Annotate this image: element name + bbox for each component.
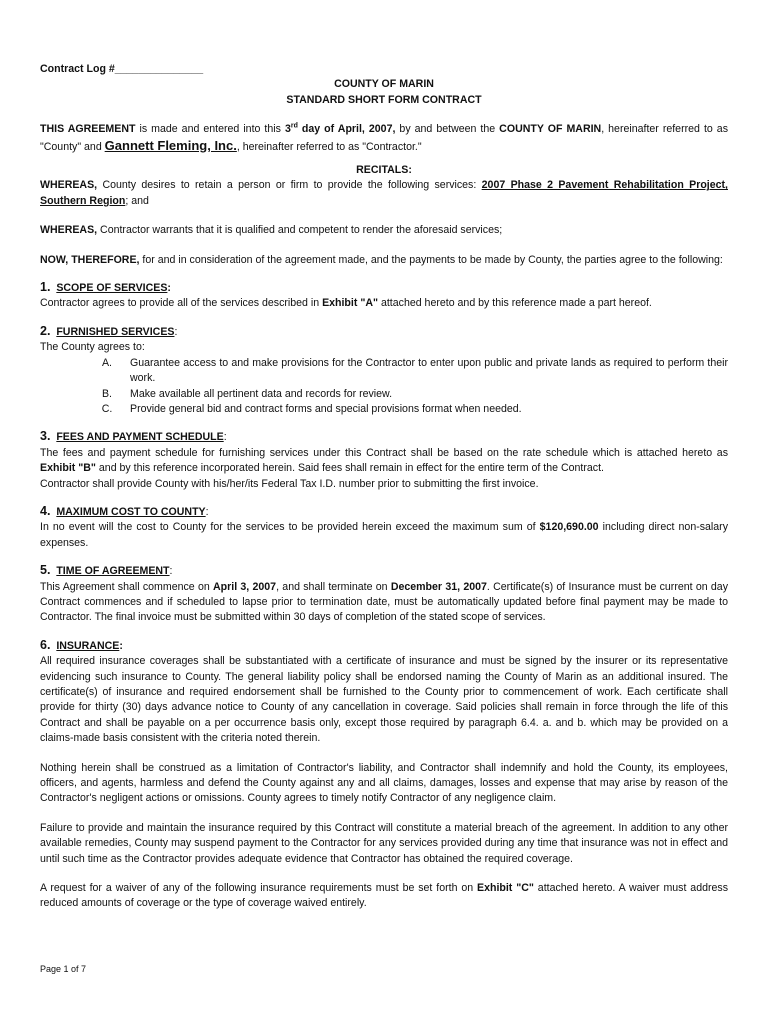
- section-number: 2.: [40, 323, 51, 338]
- section-colon: :: [119, 639, 123, 652]
- section-title: SCOPE OF SERVICES: [56, 282, 168, 295]
- section-number: 6.: [40, 637, 51, 652]
- whereas-paragraph-1: [40, 178, 728, 209]
- agreement-day: 3: [284, 123, 291, 136]
- contract-document: [40, 62, 728, 912]
- end-date: December 31, 2007: [390, 580, 487, 593]
- list-item-text: Provide general bid and contract forms and special provisions format when needed.: [130, 402, 522, 415]
- whereas-text: ; and: [125, 194, 149, 207]
- whereas-paragraph-2: [40, 223, 728, 238]
- now-therefore-paragraph: [40, 253, 728, 268]
- intro-text: by and between the: [395, 123, 500, 136]
- maximum-amount: $120,690.00: [539, 521, 599, 534]
- start-date: April 3, 2007: [213, 580, 277, 593]
- section-number: 1.: [40, 280, 51, 295]
- section-4-heading: [40, 504, 728, 520]
- insurance-paragraph-2: Nothing herein shall be construed as a limitation of Contractor's liability, and Contractor shall indemnify and hold the County, its employees, officers, and agents, harmless and defend the County against any and all claims, damages, losses and expense that may arise by reason of the Contractor's negligent actions or omissions. County agrees to timely notify Contractor of any negligence claim.: [40, 761, 728, 805]
- exhibit-a-ref: Exhibit "A": [322, 297, 379, 310]
- section-2-intro: The County agrees to:: [40, 341, 145, 354]
- now-therefore-lead: NOW, THEREFORE,: [40, 253, 140, 266]
- list-item: [84, 356, 728, 387]
- list-item-label: B.: [101, 387, 112, 400]
- exhibit-b-ref: Exhibit "B": [40, 462, 96, 475]
- section-colon: :: [169, 565, 173, 578]
- section-number: 4.: [40, 503, 51, 518]
- intro-text: , hereinafter referred to as "Contractor.": [236, 140, 422, 153]
- page-number: Page 1 of 7: [40, 964, 87, 974]
- section-1-body: [40, 296, 728, 311]
- section-4-body: [40, 520, 728, 551]
- section-text: including direct non-salary expenses.: [40, 521, 728, 549]
- section-title: FURNISHED SERVICES: [56, 325, 175, 338]
- exhibit-c-ref: Exhibit "C": [477, 882, 534, 895]
- section-text: , and shall terminate on: [276, 580, 391, 593]
- section-text: . Certificate(s) of Insurance must be current on day Contract commences and if scheduled to lapse prior to termination date, must be automatically updated before final payment may be made to Contractor. The final invoice must be submitted within 30 days of completion of the stated scope of services.: [40, 580, 728, 624]
- list-item: [84, 402, 728, 417]
- whereas-text: County desires to retain a person or firm to provide the following services:: [97, 179, 482, 192]
- contract-log-line: Contract Log #_______________: [40, 63, 204, 75]
- section-1-heading: [40, 280, 728, 296]
- section-3-tax-id: Contractor shall provide County with his/her/its Federal Tax I.D. number prior to submitting the first invoice.: [40, 477, 539, 490]
- intro-lead: THIS AGREEMENT: [40, 123, 136, 136]
- section-colon: :: [205, 505, 209, 518]
- section-text: The fees and payment schedule for furnishing services under this Contract shall be based on the rate schedule which is attached hereto as: [40, 446, 728, 459]
- furnished-services-list: [84, 356, 728, 418]
- section-3-body: [40, 446, 728, 477]
- section-text: and by this reference incorporated herein. Said fees shall remain in effect for the entire term of the Contract.: [95, 462, 604, 475]
- list-item-text: Make available all pertinent data and records for review.: [130, 387, 393, 400]
- section-text: Contractor agrees to provide all of the services described in: [40, 297, 323, 310]
- list-item-label: A.: [101, 356, 112, 369]
- section-title: INSURANCE: [56, 639, 120, 652]
- list-item-text: Guarantee access to and make provisions for the Contractor to enter upon public and private lands as required to perform their work.: [130, 356, 728, 385]
- section-colon: :: [223, 431, 227, 444]
- section-text: attached hereto. A waiver must address reduced amounts of coverage or the type of coverage waived entirely.: [40, 882, 728, 910]
- insurance-paragraph-4: [40, 881, 728, 912]
- section-text: A request for a waiver of any of the following insurance requirements must be set forth on: [40, 882, 478, 895]
- agreement-date: day of April, 2007,: [297, 123, 396, 136]
- section-text: attached hereto and by this reference made a part hereof.: [378, 297, 652, 310]
- section-2-heading: [40, 324, 728, 340]
- project-name: 2007 Phase 2 Pavement Rehabilitation Project, Southern Region: [40, 179, 728, 207]
- list-item: [84, 387, 728, 402]
- section-5-body: [40, 580, 728, 626]
- section-5-heading: [40, 563, 728, 579]
- section-colon: :: [174, 325, 178, 338]
- insurance-paragraph-1: All required insurance coverages shall be substantiated with a certificate of insurance and must be signed by the insurer or its representative evidencing such insurance to County. The general liability policy shall be endorsed naming the County of Marin as an additional insured. The certificate(s) of insurance and required endorsement shall be furnished to the County prior to commencement of work. Each certificate shall provide for thirty (30) days advance notice to County of any cancellation in coverage. Said policies shall remain in force through the life of this Contract and shall be payable on a per occurrence basis only, except those required by paragraph 6.4. a. and b. which may be provided on a claims-made basis consistent with the criteria noted therein.: [40, 655, 728, 745]
- section-number: 5.: [40, 563, 51, 578]
- whereas-lead: WHEREAS,: [40, 179, 98, 192]
- contractor-name: Gannett Fleming, Inc.: [104, 137, 237, 153]
- section-title: TIME OF AGREEMENT: [56, 565, 170, 578]
- now-therefore-text: for and in consideration of the agreement made, and the payments to be made by County, the parties agree to the following:: [139, 253, 723, 266]
- section-title: MAXIMUM COST TO COUNTY: [56, 505, 206, 518]
- list-item-label: C.: [101, 402, 113, 415]
- intro-text: is made and entered into this: [135, 123, 285, 136]
- section-title: FEES AND PAYMENT SCHEDULE: [56, 431, 224, 444]
- county-title: COUNTY OF MARIN: [334, 78, 434, 91]
- section-text: In no event will the cost to County for the services to be provided herein exceed the maximum sum of: [40, 521, 540, 534]
- recitals-heading: RECITALS:: [356, 164, 412, 177]
- section-6-heading: [40, 638, 728, 654]
- section-colon: :: [167, 282, 171, 295]
- agreement-day-suffix: rd: [290, 122, 298, 130]
- section-3-heading: [40, 429, 728, 445]
- intro-text: , hereinafter referred to as "County" and: [40, 123, 728, 153]
- whereas-lead: WHEREAS,: [40, 224, 98, 237]
- section-number: 3.: [40, 429, 51, 444]
- county-name: COUNTY OF MARIN: [499, 123, 602, 136]
- section-text: This Agreement shall commence on: [40, 580, 213, 593]
- intro-paragraph: [40, 122, 728, 155]
- insurance-paragraph-3: Failure to provide and maintain the insurance required by this Contract will constitute a material breach of the agreement. In addition to any other available remedies, County may suspend payment to the Contractor for any services provided during any time that insurance was not in effect and until such time as the Contractor provides adequate evidence that Contractor has obtained the required coverage.: [40, 821, 728, 865]
- contract-title: STANDARD SHORT FORM CONTRACT: [286, 93, 482, 106]
- whereas-text: Contractor warrants that it is qualified and competent to render the aforesaid services;: [97, 224, 503, 237]
